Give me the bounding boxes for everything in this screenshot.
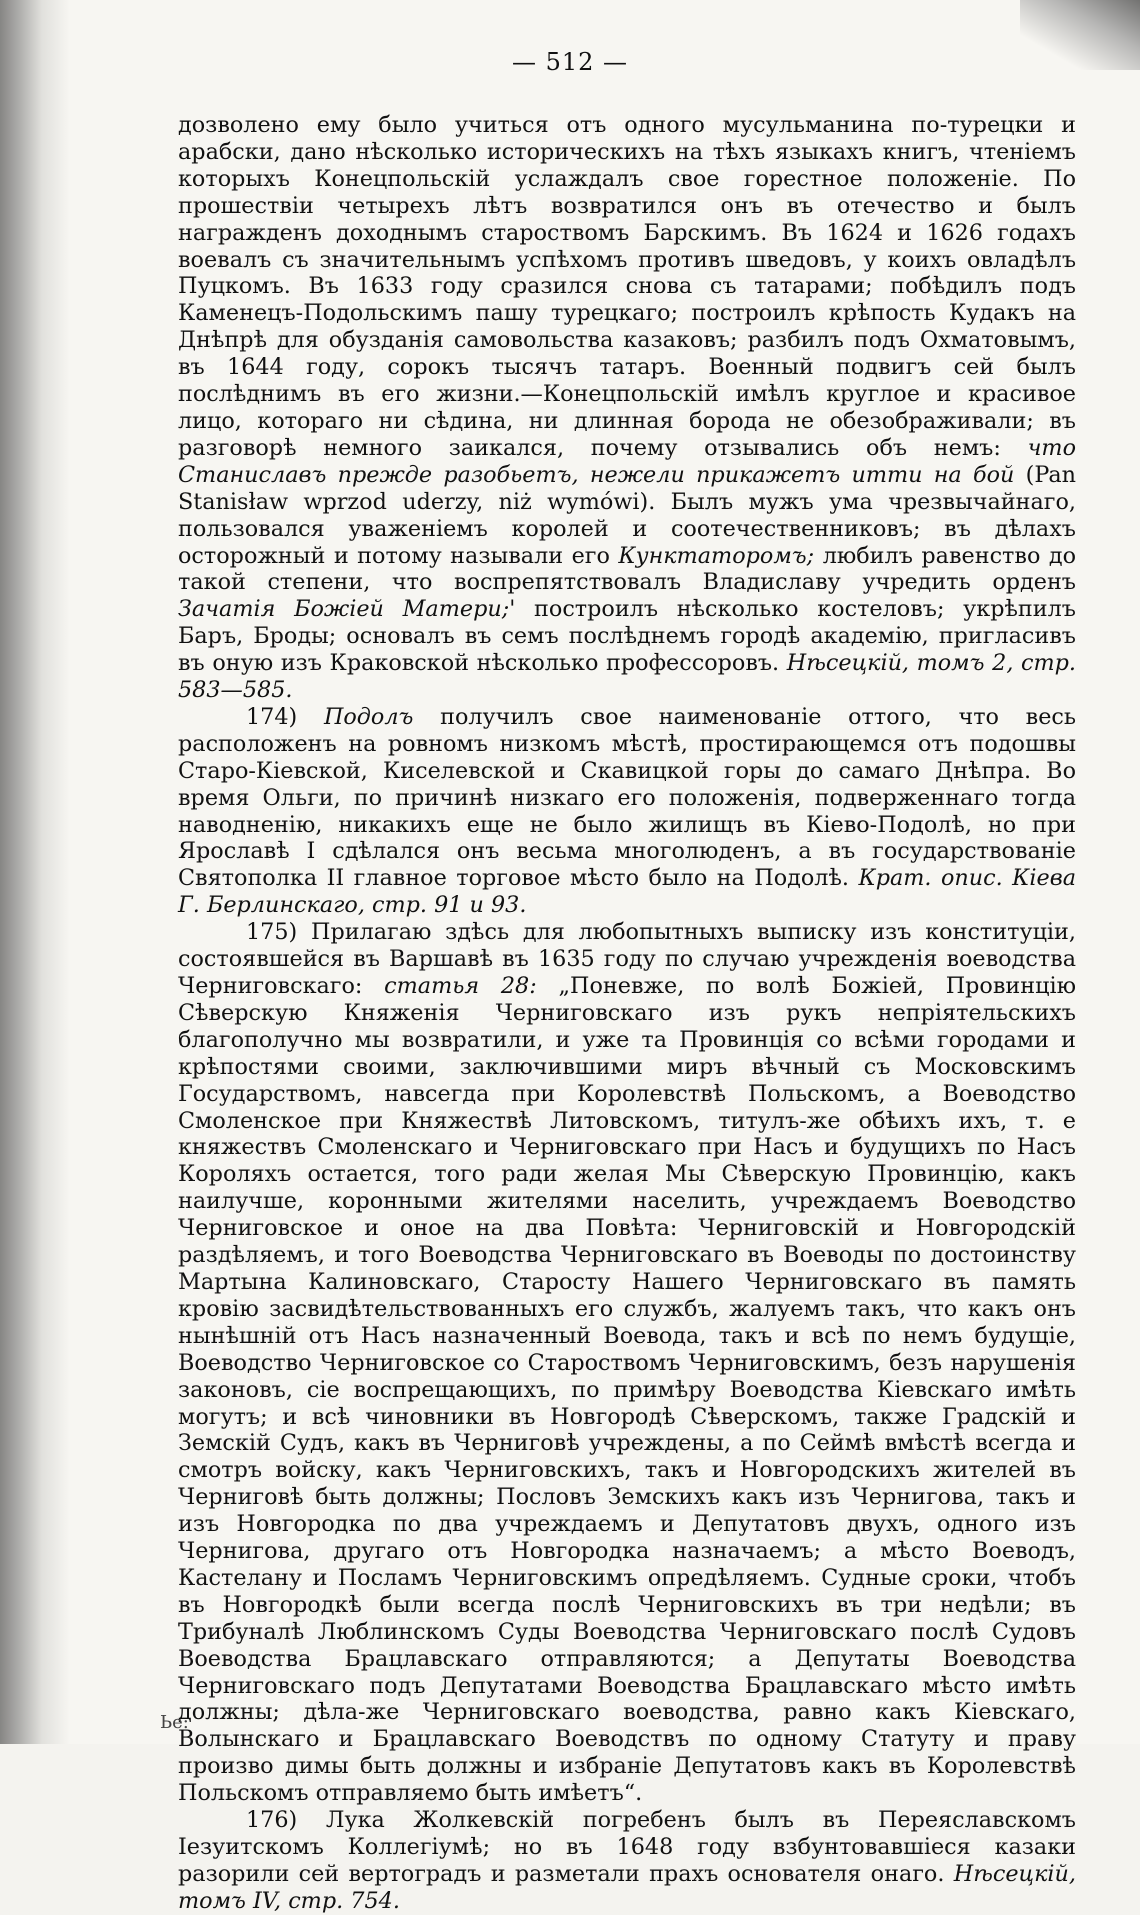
note-173-quote: что Станиславъ прежде разобьетъ, нежели прикажетъ итти на бой bbox=[178, 434, 1076, 488]
note-174-citation: Крат. опис. Кіева Г. Берлинскаго, стр. 91 и 93. bbox=[178, 865, 1076, 919]
note-174-term: Подолъ bbox=[323, 703, 414, 730]
note-175-quote: „Поневже, по волѣ Божіей, Провинцію Сѣверскую Княженія Черниговскаго изъ рукъ непріятельскихъ благополучно мы возвратили, и уже та Провинція со всѣми городами и крѣпостями своими, заключившими миръ вѣчный съ Московскимъ Государствомъ, навсегда при Королевствѣ Польскомъ, а Воеводство Смоленское при Княжествѣ Литовскомъ, титулъ-же обѣихъ ихъ, т. е княжествъ Смоленскаго и Черниговскаго при Насъ и будущихъ по Насъ Короляхъ остается, того ради желая Мы Сѣверскую Провинцію, какъ наилучше, коронными жителями населить, учреждаемъ Воеводство Черниговское и оное на два Повѣта: Черниговскій и Новгородскій раздѣляемъ, и того Воеводства Черниговскаго въ Воеводы по достоинству Мартына Калиновскаго, Старосту Нашего Черниговскаго въ память кровію засвидѣтельствованныхъ его службъ, жалуемъ такъ, что какъ онъ нынѣшній отъ Насъ назначенный Воевода, такъ и всѣ по немъ будущіе, Воеводство Черниговское со Староствомъ Черниговскимъ, безъ нарушенія законовъ, сіе воспрещающихъ, по примѣру Воеводства Кіевскаго имѣть могутъ; и всѣ чиновники въ Новгородѣ Сѣверскомъ, также Градскій и Земскій Судъ, какъ въ Черниговѣ учреждены, а по Сеймѣ вмѣстѣ всегда и смотръ войску, какъ Черниговскихъ, такъ и Новгородскихъ жителей въ Черниговѣ быть должны; Пословъ Земскихъ какъ изъ Чернигова, такъ и изъ Новгородка по два учреждаемъ и Депутатовъ двухъ, одного изъ Чернигова, другаго отъ Новгородка назначаемъ; а мѣсто Воеводъ, Кастелану и Посламъ Черниговскимъ опредѣляемъ. Судные сроки, чтобъ въ Новгородкѣ были всегда послѣ Черниговскихъ въ три недѣли; въ Трибуналѣ Люблинскомъ Суды Воеводства Черниговскаго послѣ Судовъ Воеводства Брацлавскаго отправляются; а Депутаты Воеводства Черниговскаго подъ Депутатами Воеводства Брацлавскаго мѣсто имѣть должны; дѣла-же Черниговскаго воеводства, равно какъ Кіевскаго, Волынскаго и Брацлавскаго Воеводствъ по одному Статуту и праву произво димы быть должны и избраніе Депутатовъ какъ въ Королевствѣ Польскомъ отправляемо быть имѣетъ“. bbox=[178, 973, 1076, 1807]
note-173-citation: Нѣсецкій, томъ 2, стр. 583—585. bbox=[178, 650, 1076, 704]
note-174-number: 174) bbox=[246, 703, 298, 730]
note-174-text: получилъ свое наименованіе оттого, что весь расположенъ на ровномъ низкомъ мѣстѣ, простирающемся отъ подошвы Старо-Кіевской, Киселевской и Скавицкой горы до самаго Днѣпра. Во время Ольги, по причинѣ низкаго его положенія, подверженнаго тогда наводненію, никакихъ еще не было жилищъ въ Кіево-Подолѣ, но при Ярославѣ I сдѣлался онъ весьма многолюденъ, а въ государствованіе Святополка II главное торговое мѣсто было на Подолѣ. bbox=[178, 703, 1077, 892]
book-spine-shadow bbox=[0, 0, 70, 1744]
note-176-text: Лука Жолкевскій погребенъ былъ въ Переяславскомъ Іезуитскомъ Коллегіумѣ; но въ 1648 году взбунтовавшіеся казаки разорили сей вертоградъ и разметали прахъ основателя онаго. bbox=[178, 1807, 1076, 1887]
page-number: — 512 — bbox=[511, 48, 629, 76]
note-175-text-1: Прилагаю здѣсь для любопытныхъ выписку изъ конституціи, состоявшейся въ Варшавѣ въ 1635 году по случаю учрежденія воеводства Черниговскаго: bbox=[178, 919, 1076, 999]
note-175-number: 175) bbox=[246, 919, 298, 946]
note-173-text-4: ' построилъ нѣсколько костеловъ; укрѣпилъ Баръ, Броды; основалъ въ семъ послѣднемъ городѣ академію, пригласивъ въ оную изъ Краковской нѣсколько профессоровъ. bbox=[178, 596, 1076, 677]
note-176-citation: Нѣсецкій, томъ IV, стр. 754. bbox=[178, 1860, 1077, 1914]
note-173-order-name: Зачатія Божіей Матери; bbox=[178, 596, 510, 623]
note-174 bbox=[178, 704, 1076, 919]
note-176 bbox=[178, 1807, 1076, 1915]
note-173-continuation bbox=[178, 112, 1076, 704]
note-173-text-3: любилъ равенство до такой степени, что воспрепятствовалъ Владиславу учредить орденъ bbox=[178, 542, 1077, 596]
note-175-article: статья 28: bbox=[384, 973, 537, 999]
page-body bbox=[178, 112, 1076, 1915]
note-173-text-2: (Pan Stanisław wprzod uderzy, niż wymówi). Былъ мужъ ума чрезвычайнаго, пользовался уваженіемъ королей и соотечественниковъ; въ дѣлахъ осторожный и потому называли его bbox=[178, 461, 1076, 569]
note-173-text-1: дозволено ему было учиться отъ одного мусульманина по-турецки и арабски, дано нѣсколько историческихъ на тѣхъ языкахъ книгъ, чтеніемъ которыхъ Конецпольскій услаждалъ свое горестное положеніе. По прошествіи четырехъ лѣтъ возвратился онъ въ отечество и былъ награжденъ доходнымъ староствомъ Барскимъ. Въ 1624 и 1626 годахъ воевалъ съ значительнымъ успѣхомъ противъ шведовъ, у коихъ овладѣлъ Пуцкомъ. Въ 1633 году сразился снова съ татарами; побѣдилъ подъ Каменецъ-Подольскимъ пашу турецкаго; построилъ крѣпость Кудакъ на Днѣпрѣ для обузданія самовольства казаковъ; разбилъ подъ Охматовымъ, въ 1644 году, сорокъ тысячъ татаръ. Военный подвигъ сей былъ послѣднимъ въ его жизни.—Конецпольскій имѣлъ круглое и красивое лицо, котораго ни сѣдина, ни длинная борода не обезображивали; въ разговорѣ немного заикался, почему отзывались объ немъ: bbox=[178, 112, 1076, 461]
signature-mark: Ье: bbox=[160, 1712, 189, 1733]
note-175 bbox=[178, 919, 1076, 1807]
note-176-number: 176) bbox=[246, 1807, 298, 1834]
note-173-nickname: Кунктаторомъ; bbox=[618, 542, 815, 569]
